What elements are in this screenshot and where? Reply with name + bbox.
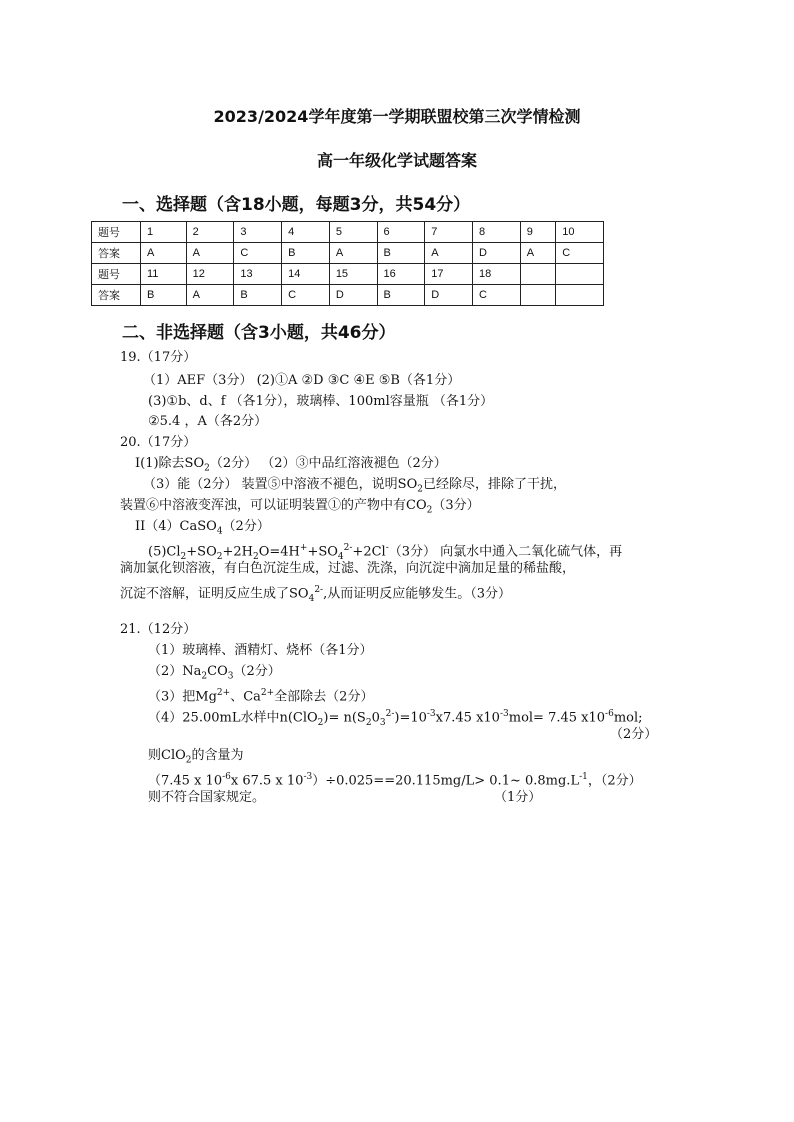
q19-line-2: (3)①b、d、f （各1分），玻璃棒、100ml容量瓶 （各1分）	[148, 394, 494, 409]
q21-line-5: （2分）	[610, 727, 658, 742]
section-2-heading: 二、非选择题（含3小题，共46分）	[122, 323, 396, 343]
table-row	[92, 264, 604, 285]
q21-line-4: （4）25.00mL水样中$n(ClO_2)= n(S_20_3^{2-})=10^{-3}x7.45$ $x10^{-3}mol= 7.45$ $x10^{-6}mol$;	[148, 709, 643, 728]
answer-table	[91, 221, 604, 306]
table-cell: A	[186, 285, 234, 306]
table-cell: 10	[556, 222, 604, 243]
table-cell: A	[329, 243, 377, 264]
table-cell: A	[186, 243, 234, 264]
table-cell: 12	[186, 264, 234, 285]
table-cell: B	[282, 243, 330, 264]
q20-line-7: 沉淀不溶解，证明反应生成了$SO_4^{2-}$,从而证明反应能够发生。（3分）	[120, 585, 511, 604]
q20-line-6: 滴加氯化钡溶液，有白色沉淀生成，过滤、洗涤，向沉淀中滴加足量的稀盐酸，	[120, 561, 576, 576]
table-cell	[556, 264, 604, 285]
table-cell: C	[234, 243, 282, 264]
table-cell: A	[425, 243, 473, 264]
table-row	[92, 222, 604, 243]
table-cell: B	[234, 285, 282, 306]
q19-heading: 19.（17分）	[120, 350, 197, 365]
table-cell: 3	[234, 222, 282, 243]
q20-line-3: 装置⑥中溶液变浑浊，可以证明装置①的产物中有$CO_2(3$分）	[120, 498, 480, 516]
table-cell: C	[556, 243, 604, 264]
table-cell: 5	[329, 222, 377, 243]
q21-heading: 21.（12分）	[120, 622, 197, 637]
table-cell: A	[520, 243, 556, 264]
q20-line-2: （3）能（2分） 装置⑤中溶液不褪色，说明$SO_2$已经除尽，排除了干扰，	[143, 477, 566, 495]
q21-line-8a: 则不符合国家规定。	[148, 790, 266, 805]
table-cell: B	[377, 285, 425, 306]
title-line-1: 2023/2024学年度第一学期联盟校第三次学情检测	[213, 107, 581, 126]
table-cell: 8	[472, 222, 520, 243]
table-cell	[520, 264, 556, 285]
q21-line-3: （3）把$Mg^{2+}$、$Ca^{2+}$全部除去（2分）	[148, 688, 374, 705]
table-cell: 1	[141, 222, 187, 243]
table-cell: 答案	[92, 243, 141, 264]
table-cell: 6	[377, 222, 425, 243]
table-cell: 答案	[92, 285, 141, 306]
q21-line-6: 则ClO$_2$的含量为	[148, 748, 244, 766]
table-row	[92, 243, 604, 264]
q21-line-2: $(2)Na_2CO_3(2$分）	[148, 664, 281, 682]
table-cell: 13	[234, 264, 282, 285]
q21-line-1: （1）玻璃棒、酒精灯、烧杯（各1分）	[148, 643, 373, 658]
table-cell: C	[472, 285, 520, 306]
table-cell: A	[141, 243, 187, 264]
q20-heading: 20.（17分）	[120, 435, 197, 450]
table-cell: 15	[329, 264, 377, 285]
table-cell: 11	[141, 264, 187, 285]
table-cell: 9	[520, 222, 556, 243]
table-cell: D	[425, 285, 473, 306]
table-cell: 17	[425, 264, 473, 285]
table-cell: 2	[186, 222, 234, 243]
table-cell: 题号	[92, 222, 141, 243]
section-1-heading: 一、选择题（含18小题，每题3分，共54分）	[122, 195, 471, 215]
table-cell: 题号	[92, 264, 141, 285]
table-cell: 16	[377, 264, 425, 285]
q21-line-7: （7.45 x $10^{-6}x$ 67.5 x $10^{-3})\div 0.025==20.115mg/L>$ 0.1~ $0.8mg.L^{-1}$，（2分）	[148, 772, 642, 789]
table-cell	[556, 285, 604, 306]
table-cell: 4	[282, 222, 330, 243]
table-cell: C	[282, 285, 330, 306]
table-cell: 7	[425, 222, 473, 243]
table-cell: 18	[472, 264, 520, 285]
table-cell	[520, 285, 556, 306]
q20-line-5: $(5)Cl_2+SO_2+2H_2O=4H^++SO_4^{2-}+2Cl^-(3$分） 向氯水中通入二氧化硫气体，再	[148, 543, 623, 562]
q20-line-4: II（4）CaSO$_4$（2分）	[135, 519, 270, 537]
q19-line-3: ②5.4 ，A（各2分）	[148, 414, 268, 429]
table-cell: B	[141, 285, 187, 306]
table-cell: D	[472, 243, 520, 264]
table-cell: B	[377, 243, 425, 264]
title-line-2: 高一年级化学试题答案	[316, 151, 477, 170]
q19-line-1: （1）AEF（3分） (2)①A ②D ③C ④E ⑤B（各1分）	[143, 373, 461, 388]
q21-line-8b: （1分）	[494, 790, 542, 805]
table-row	[92, 285, 604, 306]
table-cell: D	[329, 285, 377, 306]
q20-line-1: I(1)除去$SO_2(2$分） （2）③中品红溶液褪色（2分）	[135, 456, 447, 474]
table-cell: 14	[282, 264, 330, 285]
